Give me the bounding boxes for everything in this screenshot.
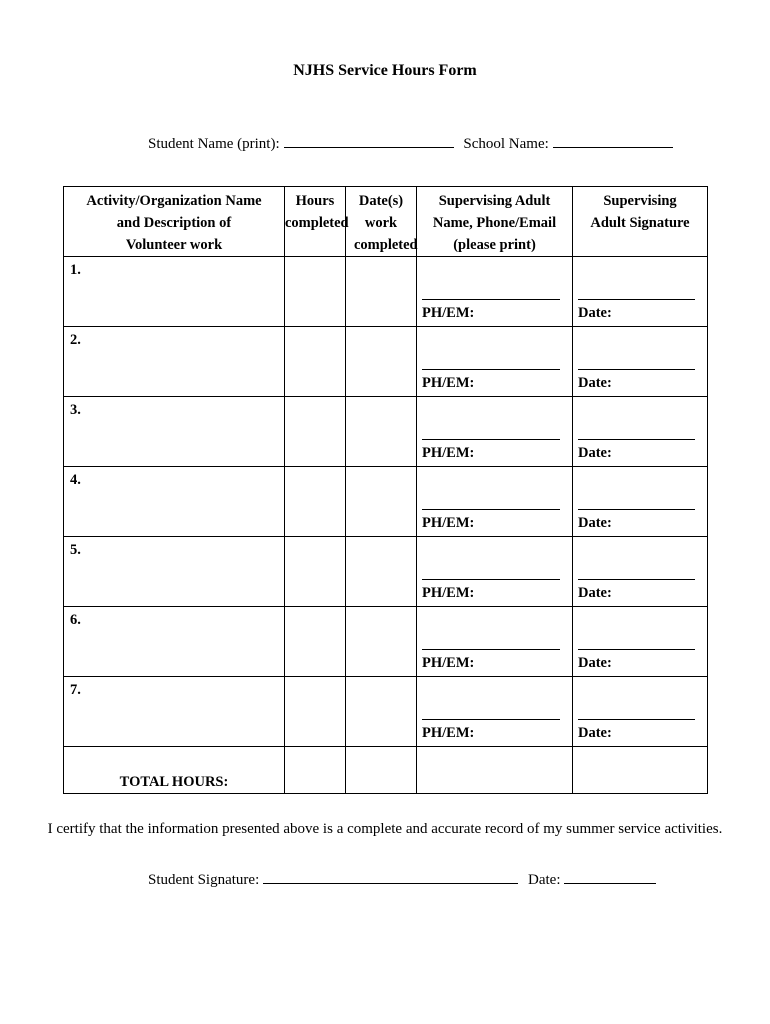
date-label: Date:: [578, 655, 612, 671]
row-number: 3.: [64, 397, 285, 467]
contact-label: PH/EM:: [422, 585, 475, 601]
total-hours-label: TOTAL HOURS:: [64, 747, 285, 794]
date-label: Date:: [578, 375, 612, 391]
dates-cell[interactable]: [346, 677, 417, 747]
hours-cell[interactable]: [285, 257, 346, 327]
hours-cell[interactable]: [285, 607, 346, 677]
table-row: [64, 677, 708, 747]
signature-line: [578, 579, 695, 580]
certification-statement: I certify that the information presented above is a complete and accurate record of my summer service activities.: [47, 821, 723, 837]
supervisor-cell[interactable]: [417, 537, 573, 607]
signature-cell[interactable]: [573, 607, 708, 677]
supervisor-name-line: [422, 579, 560, 580]
total-hours-cell[interactable]: [285, 747, 346, 794]
hours-cell[interactable]: [285, 467, 346, 537]
row-number: 7.: [64, 677, 285, 747]
signature-date-label: Date:: [528, 872, 561, 888]
signature-line: [578, 719, 695, 720]
row-number: 5.: [64, 537, 285, 607]
header-signature: Supervising Adult Signature: [573, 187, 708, 257]
date-label: Date:: [578, 725, 612, 741]
student-info-line: [148, 133, 679, 153]
table-row: [64, 397, 708, 467]
signature-line: [578, 369, 695, 370]
dates-cell[interactable]: [346, 467, 417, 537]
student-name-field[interactable]: [284, 133, 454, 148]
row-number: 6.: [64, 607, 285, 677]
contact-label: PH/EM:: [422, 655, 475, 671]
signature-cell[interactable]: [573, 397, 708, 467]
signature-cell[interactable]: [573, 537, 708, 607]
supervisor-name-line: [422, 299, 560, 300]
service-hours-table: [63, 186, 708, 794]
dates-cell[interactable]: [346, 537, 417, 607]
row-number: 1.: [64, 257, 285, 327]
header-dates: Date(s) work completed: [346, 187, 417, 257]
supervisor-name-line: [422, 719, 560, 720]
date-label: Date:: [578, 515, 612, 531]
student-signature-field[interactable]: [263, 869, 518, 884]
supervisor-cell[interactable]: [417, 467, 573, 537]
dates-cell[interactable]: [346, 257, 417, 327]
student-signature-label: Student Signature:: [148, 872, 260, 888]
hours-cell[interactable]: [285, 327, 346, 397]
supervisor-cell[interactable]: [417, 397, 573, 467]
contact-label: PH/EM:: [422, 515, 475, 531]
contact-label: PH/EM:: [422, 375, 475, 391]
total-signature-cell: [573, 747, 708, 794]
total-supervisor-cell: [417, 747, 573, 794]
table-row: [64, 537, 708, 607]
student-name-label: Student Name (print):: [148, 136, 280, 152]
signature-line: [578, 649, 695, 650]
table-row: [64, 607, 708, 677]
row-number: 2.: [64, 327, 285, 397]
supervisor-name-line: [422, 649, 560, 650]
dates-cell[interactable]: [346, 327, 417, 397]
student-signature-line: [148, 869, 662, 889]
supervisor-name-line: [422, 509, 560, 510]
header-supervisor: Supervising Adult Name, Phone/Email (please print): [417, 187, 573, 257]
hours-cell[interactable]: [285, 397, 346, 467]
signature-line: [578, 439, 695, 440]
signature-cell[interactable]: [573, 677, 708, 747]
total-dates-cell: [346, 747, 417, 794]
table-row: [64, 327, 708, 397]
supervisor-name-line: [422, 439, 560, 440]
signature-date-field[interactable]: [564, 869, 656, 884]
signature-cell[interactable]: [573, 327, 708, 397]
supervisor-cell[interactable]: [417, 257, 573, 327]
school-name-field[interactable]: [553, 133, 673, 148]
table-row: [64, 257, 708, 327]
total-row: [64, 747, 708, 794]
contact-label: PH/EM:: [422, 445, 475, 461]
supervisor-name-line: [422, 369, 560, 370]
school-name-label: School Name:: [463, 136, 549, 152]
table-row: [64, 467, 708, 537]
date-label: Date:: [578, 445, 612, 461]
dates-cell[interactable]: [346, 397, 417, 467]
header-hours: Hours completed: [285, 187, 346, 257]
hours-cell[interactable]: [285, 537, 346, 607]
contact-label: PH/EM:: [422, 725, 475, 741]
signature-cell[interactable]: [573, 467, 708, 537]
supervisor-cell[interactable]: [417, 677, 573, 747]
supervisor-cell[interactable]: [417, 607, 573, 677]
dates-cell[interactable]: [346, 607, 417, 677]
contact-label: PH/EM:: [422, 305, 475, 321]
signature-line: [578, 509, 695, 510]
signature-cell[interactable]: [573, 257, 708, 327]
row-number: 4.: [64, 467, 285, 537]
hours-cell[interactable]: [285, 677, 346, 747]
date-label: Date:: [578, 305, 612, 321]
form-title: NJHS Service Hours Form: [293, 62, 477, 79]
date-label: Date:: [578, 585, 612, 601]
signature-line: [578, 299, 695, 300]
table-header-row: [64, 187, 708, 257]
header-activity: Activity/Organization Name and Description of Volunteer work: [64, 187, 285, 257]
supervisor-cell[interactable]: [417, 327, 573, 397]
